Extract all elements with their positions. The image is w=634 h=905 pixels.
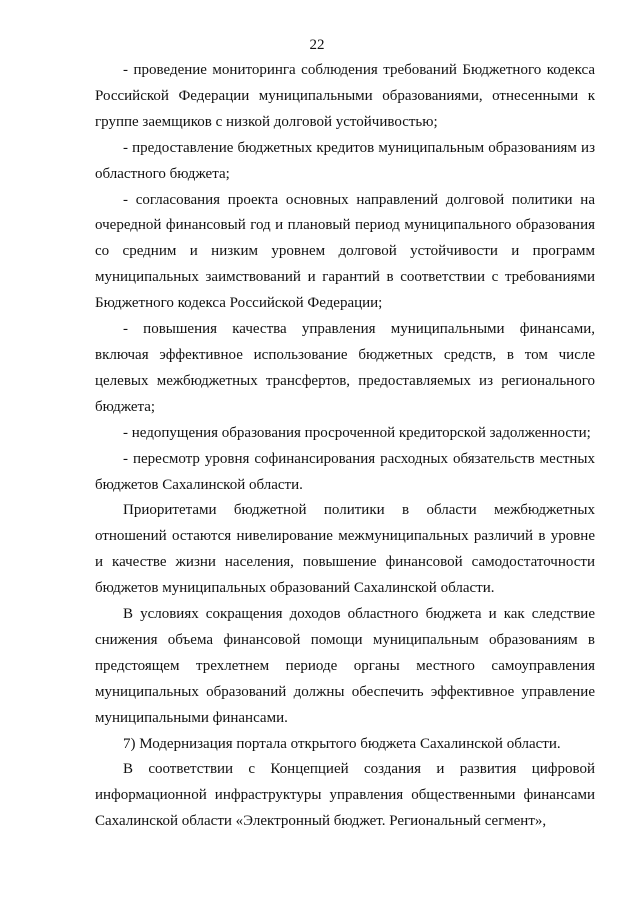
paragraph: В соответствии с Концепцией создания и развития цифровой информационной инфраструктуры управления общественными финансами Сахалинской области «Электронный бюджет. Региональный сегмент», [95, 761, 595, 830]
section-heading: 7) Модернизация портала открытого бюджета Сахалинской области. [123, 735, 561, 752]
page-number: 22 [309, 37, 325, 53]
paragraph: В условиях сокращения доходов областного бюджета и как следствие снижения объема финансовой помощи муниципальным образованиям в предстоящем трехлетнем периоде органы местного самоуправления муниципальных образований должны обеспечить эффективное управление муниципальными финансами. [95, 606, 595, 726]
page-body [95, 58, 595, 835]
paragraph: - предоставление бюджетных кредитов муниципальным образованиям из областного бюджета; [95, 139, 595, 182]
paragraph: - недопущения образования просроченной кредиторской задолженности; [123, 424, 591, 441]
paragraph: Приоритетами бюджетной политики в области межбюджетных отношений остаются нивелирование межмуниципальных различий в уровне и качестве жизни населения, повышение финансовой самодостаточности бюджетов муниципальных образований Сахалинской области. [95, 502, 595, 597]
paragraph: - согласования проекта основных направлений долговой политики на очередной финансовый год и плановый период муниципального образования со средним и низким уровнем долговой устойчивости и программ муниципальных заимствований и гарантий в соответствии с требованиями Бюджетного кодекса Российской Федерации; [95, 191, 595, 312]
paragraph: - пересмотр уровня софинансирования расходных обязательств местных бюджетов Сахалинской области. [95, 450, 595, 493]
paragraph: - проведение мониторинга соблюдения требований Бюджетного кодекса Российской Федерации муниципальными образованиями, отнесенными к группе заемщиков с низкой долговой устойчивостью; [95, 62, 595, 130]
paragraph: - повышения качества управления муниципальными финансами, включая эффективное использование бюджетных средств, в том числе целевых межбюджетных трансфертов, предоставляемых из регионального бюджета; [95, 321, 595, 415]
